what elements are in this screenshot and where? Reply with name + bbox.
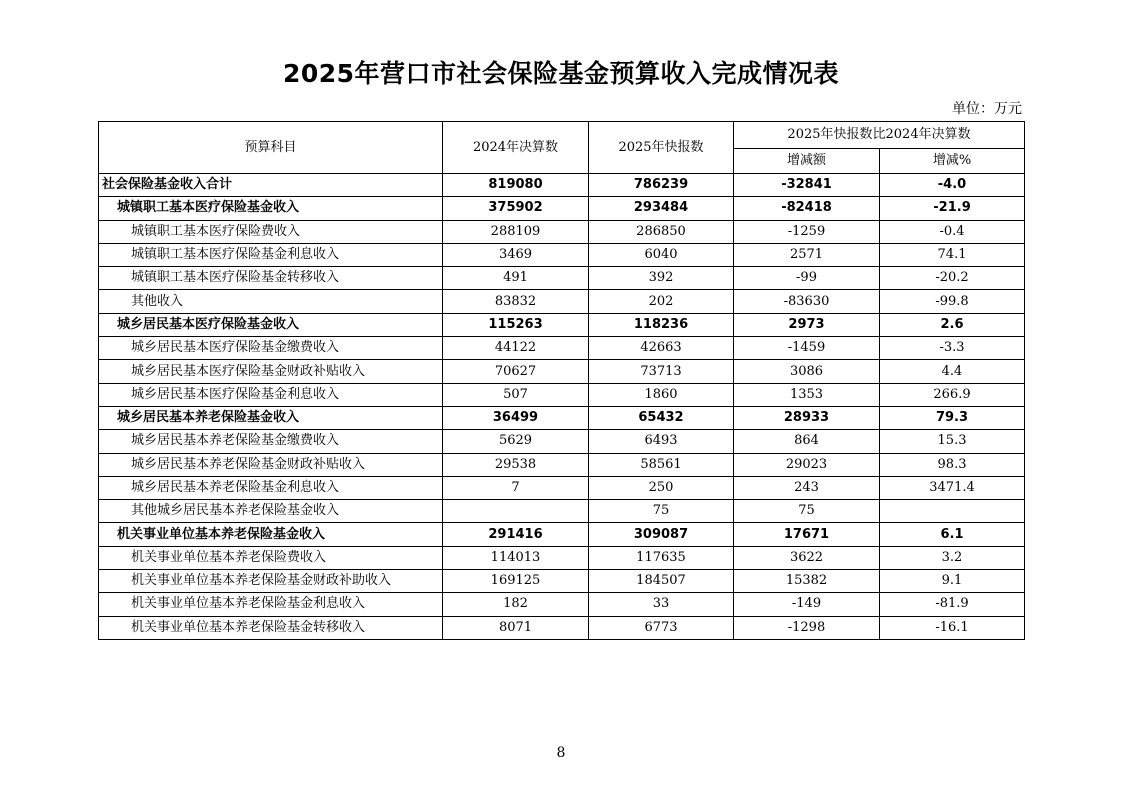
row-flash-2025: 286850 bbox=[589, 220, 734, 243]
row-flash-2025: 202 bbox=[589, 290, 734, 313]
row-final-2024: 70627 bbox=[443, 360, 589, 383]
row-subject: 其他城乡居民基本养老保险基金收入 bbox=[99, 500, 443, 523]
row-change-pct: 4.4 bbox=[880, 360, 1025, 383]
table-row bbox=[99, 406, 1025, 429]
row-change-amount: -149 bbox=[734, 593, 880, 616]
table-row bbox=[99, 197, 1025, 220]
table-row bbox=[99, 616, 1025, 639]
row-flash-2025: 58561 bbox=[589, 453, 734, 476]
table-row bbox=[99, 337, 1025, 360]
table-row bbox=[99, 290, 1025, 313]
table-row bbox=[99, 174, 1025, 197]
row-final-2024: 288109 bbox=[443, 220, 589, 243]
row-flash-2025: 293484 bbox=[589, 197, 734, 220]
row-flash-2025: 392 bbox=[589, 267, 734, 290]
table-row bbox=[99, 220, 1025, 243]
table-row bbox=[99, 383, 1025, 406]
row-change-pct bbox=[880, 500, 1025, 523]
row-subject: 机关事业单位基本养老保险基金财政补助收入 bbox=[99, 570, 443, 593]
row-subject: 城乡居民基本养老保险基金收入 bbox=[99, 406, 443, 429]
table-row bbox=[99, 570, 1025, 593]
row-flash-2025: 118236 bbox=[589, 313, 734, 336]
row-change-amount: -1259 bbox=[734, 220, 880, 243]
row-final-2024: 182 bbox=[443, 593, 589, 616]
row-flash-2025: 1860 bbox=[589, 383, 734, 406]
row-subject: 城乡居民基本医疗保险基金财政补贴收入 bbox=[99, 360, 443, 383]
header-final-2024: 2024年决算数 bbox=[443, 122, 589, 174]
header-subject: 预算科目 bbox=[99, 122, 443, 174]
row-change-pct: -4.0 bbox=[880, 174, 1025, 197]
row-change-pct: 15.3 bbox=[880, 430, 1025, 453]
row-final-2024: 819080 bbox=[443, 174, 589, 197]
row-change-amount: 2973 bbox=[734, 313, 880, 336]
header-compare-group: 2025年快报数比2024年决算数 bbox=[734, 122, 1025, 149]
row-final-2024: 7 bbox=[443, 476, 589, 499]
page-number: 8 bbox=[556, 745, 566, 761]
unit-label: 单位：万元 bbox=[952, 101, 1022, 117]
table-row bbox=[99, 593, 1025, 616]
row-change-pct: -0.4 bbox=[880, 220, 1025, 243]
row-change-amount: 75 bbox=[734, 500, 880, 523]
row-change-amount: 17671 bbox=[734, 523, 880, 546]
row-change-pct: 3471.4 bbox=[880, 476, 1025, 499]
table-row bbox=[99, 523, 1025, 546]
row-subject: 城镇职工基本医疗保险基金转移收入 bbox=[99, 267, 443, 290]
row-change-amount: 864 bbox=[734, 430, 880, 453]
row-change-pct: -3.3 bbox=[880, 337, 1025, 360]
row-change-amount: -1298 bbox=[734, 616, 880, 639]
table-row bbox=[99, 453, 1025, 476]
budget-table bbox=[98, 121, 1025, 640]
row-change-amount: -1459 bbox=[734, 337, 880, 360]
table-row bbox=[99, 430, 1025, 453]
row-flash-2025: 309087 bbox=[589, 523, 734, 546]
row-change-pct: -81.9 bbox=[880, 593, 1025, 616]
row-final-2024: 375902 bbox=[443, 197, 589, 220]
row-change-pct: 98.3 bbox=[880, 453, 1025, 476]
row-change-amount: 15382 bbox=[734, 570, 880, 593]
row-flash-2025: 6040 bbox=[589, 243, 734, 266]
row-change-amount: 1353 bbox=[734, 383, 880, 406]
row-flash-2025: 42663 bbox=[589, 337, 734, 360]
table-body bbox=[99, 174, 1025, 640]
row-change-amount: 3622 bbox=[734, 546, 880, 569]
row-final-2024: 114013 bbox=[443, 546, 589, 569]
table-row bbox=[99, 313, 1025, 336]
row-change-amount: -83630 bbox=[734, 290, 880, 313]
row-subject: 城镇职工基本医疗保险费收入 bbox=[99, 220, 443, 243]
row-flash-2025: 33 bbox=[589, 593, 734, 616]
row-flash-2025: 250 bbox=[589, 476, 734, 499]
row-change-amount: 243 bbox=[734, 476, 880, 499]
row-final-2024 bbox=[443, 500, 589, 523]
row-subject: 机关事业单位基本养老保险基金转移收入 bbox=[99, 616, 443, 639]
row-change-amount: 28933 bbox=[734, 406, 880, 429]
row-final-2024: 491 bbox=[443, 267, 589, 290]
table-row bbox=[99, 243, 1025, 266]
row-change-amount: -82418 bbox=[734, 197, 880, 220]
row-final-2024: 8071 bbox=[443, 616, 589, 639]
header-change-amount: 增减额 bbox=[734, 149, 880, 174]
row-flash-2025: 75 bbox=[589, 500, 734, 523]
table-row bbox=[99, 267, 1025, 290]
table-row bbox=[99, 500, 1025, 523]
row-flash-2025: 117635 bbox=[589, 546, 734, 569]
row-subject: 城乡居民基本养老保险基金缴费收入 bbox=[99, 430, 443, 453]
header-flash-2025: 2025年快报数 bbox=[589, 122, 734, 174]
row-final-2024: 5629 bbox=[443, 430, 589, 453]
row-subject: 城镇职工基本医疗保险基金利息收入 bbox=[99, 243, 443, 266]
row-final-2024: 291416 bbox=[443, 523, 589, 546]
row-subject: 其他收入 bbox=[99, 290, 443, 313]
row-change-pct: -21.9 bbox=[880, 197, 1025, 220]
row-final-2024: 169125 bbox=[443, 570, 589, 593]
row-change-amount: 29023 bbox=[734, 453, 880, 476]
row-change-pct: 2.6 bbox=[880, 313, 1025, 336]
row-change-pct: 74.1 bbox=[880, 243, 1025, 266]
row-subject: 城乡居民基本养老保险基金财政补贴收入 bbox=[99, 453, 443, 476]
row-subject: 社会保险基金收入合计 bbox=[99, 174, 443, 197]
table-row bbox=[99, 360, 1025, 383]
row-flash-2025: 6773 bbox=[589, 616, 734, 639]
row-change-pct: -20.2 bbox=[880, 267, 1025, 290]
row-change-pct: 9.1 bbox=[880, 570, 1025, 593]
row-final-2024: 3469 bbox=[443, 243, 589, 266]
row-subject: 城乡居民基本医疗保险基金利息收入 bbox=[99, 383, 443, 406]
page-title: 2025年营口市社会保险基金预算收入完成情况表 bbox=[282, 59, 840, 88]
row-subject: 机关事业单位基本养老保险费收入 bbox=[99, 546, 443, 569]
row-final-2024: 83832 bbox=[443, 290, 589, 313]
row-change-amount: -99 bbox=[734, 267, 880, 290]
row-change-pct: -99.8 bbox=[880, 290, 1025, 313]
row-change-amount: -32841 bbox=[734, 174, 880, 197]
row-subject: 城镇职工基本医疗保险基金收入 bbox=[99, 197, 443, 220]
row-flash-2025: 786239 bbox=[589, 174, 734, 197]
row-subject: 机关事业单位基本养老保险基金收入 bbox=[99, 523, 443, 546]
row-final-2024: 115263 bbox=[443, 313, 589, 336]
row-change-amount: 3086 bbox=[734, 360, 880, 383]
row-subject: 机关事业单位基本养老保险基金利息收入 bbox=[99, 593, 443, 616]
row-subject: 城乡居民基本养老保险基金利息收入 bbox=[99, 476, 443, 499]
row-final-2024: 36499 bbox=[443, 406, 589, 429]
row-flash-2025: 184507 bbox=[589, 570, 734, 593]
row-final-2024: 29538 bbox=[443, 453, 589, 476]
row-final-2024: 44122 bbox=[443, 337, 589, 360]
header-change-pct: 增减% bbox=[880, 149, 1025, 174]
row-flash-2025: 65432 bbox=[589, 406, 734, 429]
table-row bbox=[99, 476, 1025, 499]
row-change-amount: 2571 bbox=[734, 243, 880, 266]
row-flash-2025: 73713 bbox=[589, 360, 734, 383]
row-subject: 城乡居民基本医疗保险基金收入 bbox=[99, 313, 443, 336]
row-subject: 城乡居民基本医疗保险基金缴费收入 bbox=[99, 337, 443, 360]
row-change-pct: 266.9 bbox=[880, 383, 1025, 406]
row-change-pct: 79.3 bbox=[880, 406, 1025, 429]
row-flash-2025: 6493 bbox=[589, 430, 734, 453]
table-row bbox=[99, 546, 1025, 569]
row-final-2024: 507 bbox=[443, 383, 589, 406]
row-change-pct: 6.1 bbox=[880, 523, 1025, 546]
row-change-pct: 3.2 bbox=[880, 546, 1025, 569]
row-change-pct: -16.1 bbox=[880, 616, 1025, 639]
